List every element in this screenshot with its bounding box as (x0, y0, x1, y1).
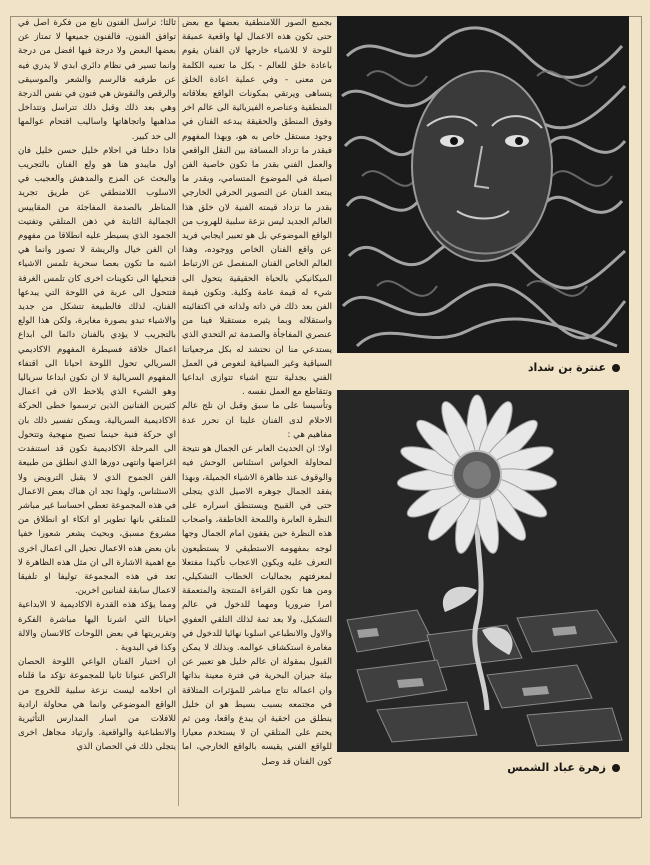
painting-sunflower-image (337, 390, 629, 752)
paragraph: وتأسيسا على ما سبق وقبل ان نلج عالم الاحلام لدى الفنان علينا ان نحرر عدة مفاهيم هي : (182, 401, 332, 440)
bullet-icon (612, 364, 620, 372)
painting-sunflower-graphic (337, 390, 629, 752)
paragraph: اولا: ان الحديث العابر عن الجمال هو نتيجة لمحاولة الحواس استئناس الوحش فيه والوقوف عند ظاهرة الاشياء الجميلة، وبهذا يفقد الجمال جوهره الاصيل الذي يتجلى حتى في القبيح ويستنطق اسراره على النظرة العابرة واللمحة الخاطفة، واصحاب هذه النظرة حين يقفون امام الجمال وجها لوجه بمفهومه الاستطيقي لا يستطيعون التعرف عليه ويكون الاعجاب تأكيدا مفتعلا لمعرفتهم بجماليات الخطاب التشكيلي، ومن هنا تكون القراءة المنتجة والمتعمقة امرا ضروريا ومهما للدخول في عالم التشكيل، ولا بعد ثمة لذلك التلقي العفوي والاول والانطباعي اسلوبا نهائيا للدخول في مغامرة استكشاف عوالمه. وبذلك لا يمكن القبول بمقولة ان عالم خليل هو تعبير عن بيئة جيزان البحرية في فترة معينة بذاتها وان اعماله نتاج مباشر للمؤثرات المتلاقة في مجتمعه بسبب بسيط هو ان خليل ينطلق من احقية ان يبدع واقعا، ومن ثم يحتم على المتلقي ان لا يستخدم معيارا للواقع الفني يقيسه بالواقع الخارجي، اما كون الفنان قد وصل (182, 444, 332, 767)
figure-caption (430, 361, 620, 374)
paragraph: ومما يؤكد هذه القدرة الاكاديمية لا الابداعية احيانا التي اشرنا اليها مباشرة الفكرة وتقريريتها في بعض اللوحات كالانسان والالة وكذا في البدوية . (18, 600, 176, 653)
paragraph: بجميع الصور اللامنطقية بعضها مع بعض حتى تكون هذه الاعمال لها واقعية عميقة للوحة لا للاشياء خارجها لان الفنان يقوم باعادة خلق للعالم - بكل ما تعنيه الكلمة من معنى - وفي عملية اعادة الخلق يتساهى ويرتقي بمكونات الواقع بعلاقاته المنطقية وعناصره الفيزيائية الى عالم اخر وفوق المنطق والحقيقة يبدعه الفنان في وجود مستقل خاص به هو، وبهذا المفهوم فبقدر ما تزداد المسافة بين النقل الواقعي والعمل الفني بقدر ما تكون خاصية الفن اصيلة في الموضوع المتسامي، وبقدر ما يبتعد الفنان عن التصوير الحرفي الخارجي بقدر ما تزداد قيمته الفنية لان خلق هذا العالم الجديد ليس نزعة سلبية للهروب من الواقع الموضوعي بل هو تعبير ايجابي فريد عن واقع الفنان الخاص ووجوده، وهذا العالم الخاص الفنان المنفصل عن الارتباط الميكانيكي بالحياة الحقيقية يتحول الى شيء له قيمة عامة وكلية. وتكون قيمة الفن بعد ذلك في ذاته ولذاته في اكتفائيته واستقلاله وبما يثيره مستقبلا فينا من عنصري المفاجأة والصدمة ثم التحدي الذي يستدعي منا ان نحتشد له بكل مرجعياتنا السياقية وغير السياقية لنغوص في العمل الفني بجدلية تنتج اشياء تتوازى ابداعيا وتتقاطع مع العمل نفسه . (182, 18, 332, 398)
article-column-left (18, 16, 176, 804)
painting-antara-graphic (337, 16, 629, 353)
article-column-right (182, 16, 332, 804)
paragraph: فاذا دخلنا في احلام خليل حسن خليل فان اول مايبدو هنا هو ولع الفنان بالتجريب والبحث عن المزج والمدهش والعجيب في الاسلوب اللامنطقي عن طريق تجريد المناظر بالصدمة المفاجئة من المقاييس الجمالية الثابتة في ذهن المتلقي وتفتيت الجمود الذي يسيطر عليه انطلاقا من مفهوم ان الفن خيال والريشة لا تصور وانما هي اشبه ما تكون بعصا سحرية تلمس الاشياء فتحيلها الى تكوينات اخرى كان تلمس الغرفة فتتحول الى عربة في اللوحة التي يبدعها الفنان، لذلك فالطبيعة تتشكل من جديد والاشياء تبدو بصورة مغايرة، ولكن هذا الولع بالتجريب لا يؤدي بالفنان دائما الى ابداع اعمال خلاقة فسيطرة المفهوم الاكاديمي السريالي تحول اللوحة احيانا الى اقتفاء المفهوم السريالية لا ان تكون ابداعا سرياليا وهو الشيء الذي يلاحظ الان في اعمال كثيرين الفنانين الذين ترسموا خطى الحركة الاكاديمية السريالية، وبمكن تفسير ذلك بان اي حركة فنية حينما تصبح منهجية وتتحول الى المرحلة الاكاديمية تكون قد استنفدت اغراضها وانتهى دورها الذي انطلق من طبيعة الفن الجموح الذي لا يقبل الترويض ولا الاستئناس، ولهذا تجد ان هناك بعض الاعمال في هذه المجموعة تعطي احساسا غير مباشر للمتلقي بانها تطوير او اتكاء او انطلاق من مشروع مسبق، وبحيث يشعر شعورا خفيا بان بعض هذه الاعمال تحيل الى اعمال اخرى مع اهمية الاشارة الى ان مثل هذه الظاهرة لا تعد في هذه المجموعة توليفا او تلفيقا لاعمال سابقة لفنانين اخرين. (18, 145, 176, 597)
bottom-rule (10, 818, 640, 819)
paragraph: ثالثا: تراسل الفنون نابع من فكرة اصل في توافق الفنون، فالفنون جميعها لا تمتاز عن بعضها البعض ولا درجة فيها افضل من درجة وانما تسير في نظام دائري ابدي لا يدري فيه عن طرفيه فالرسم والشعر والموسيقى والرقص والنقوش هي فنون في نفس الدرجة وهي بعد ذلك وقبل ذلك تتراسل وتتداخل مذاهبها واتجاهاتها واساليب اقتحام عوالمها الى حد كبير. (18, 18, 176, 142)
caption-text: عنترة بن شداد (527, 361, 606, 374)
column-divider (178, 16, 179, 806)
bullet-icon (612, 764, 620, 772)
caption-text: زهرة عباد الشمس (507, 761, 606, 774)
figure-caption (430, 761, 620, 774)
paragraph: ان اختيار الفنان الواعي اللوحة الحصان الراكض عنوانا ثانيا للمجموعة تؤكد ما قلناه ان احلامه ليست نزعة سلبية للخروج من الواقع الموضوعي وانما هي محاولة ارادية للافلات من اسار المدارس التأثيرية والانطباعية والواقعية. وارتياد مجاهل اخرى يتجلى ذلك في الحصان الذي (18, 657, 176, 753)
painting-antara-image (337, 16, 629, 353)
